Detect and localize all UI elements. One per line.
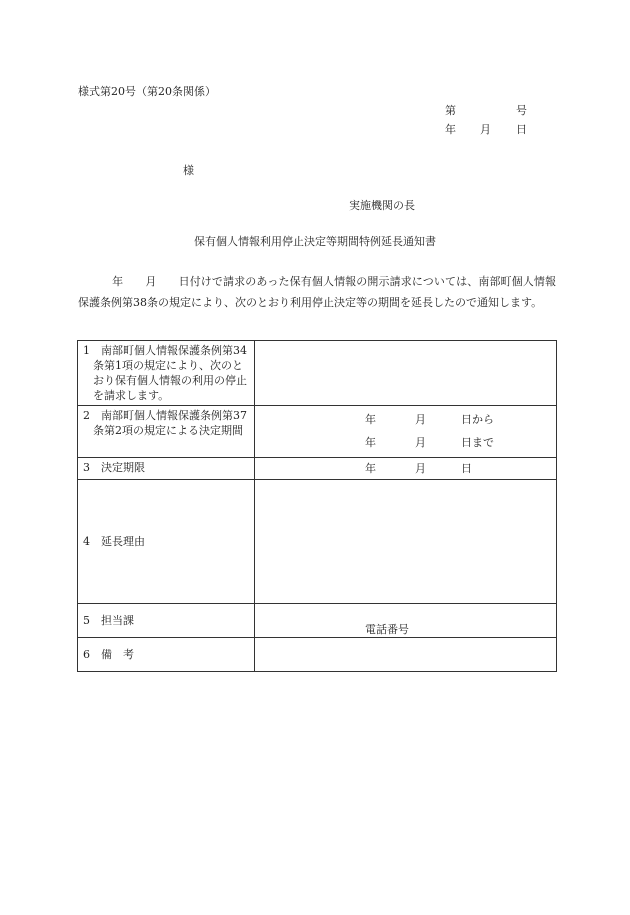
period-from-year: 年 (365, 413, 376, 426)
row6-label: 6 備 考 (83, 648, 134, 661)
row4-label: 4 延長理由 (83, 535, 145, 548)
deadline-month: 月 (415, 462, 426, 475)
table-row-request (78, 341, 557, 406)
period-to-month: 月 (415, 436, 426, 449)
row1-label: 1 南部町個人情報保護条例第34条第1項の規定により、次のとおり保有個人情報の利用の停止を請求します。 (83, 344, 247, 402)
row5-label: 5 担当課 (83, 614, 134, 627)
row6-value (255, 638, 557, 672)
deadline-day: 日 (461, 462, 472, 475)
table-row-department (78, 604, 557, 638)
document-number-suffix: 号 (516, 104, 527, 117)
row1-value (255, 341, 557, 406)
issue-date-year: 年 (445, 123, 456, 136)
row2-value (255, 406, 557, 458)
period-from-day: 日から (461, 413, 494, 426)
table-row-deadline (78, 458, 557, 480)
deadline-year: 年 (365, 462, 376, 475)
period-to-day: 日まで (461, 436, 494, 449)
body-month: 月 (145, 275, 157, 288)
document-number-label: 第 (445, 104, 456, 117)
body-text: 日付けで請求のあった保有個人情報の開示請求については、南部町個人情報保護条例第38条の規定により、次のとおり利用停止決定等の期間を延長したので通知します。 (78, 275, 557, 309)
table-row-reason (78, 480, 557, 604)
row5-value (255, 604, 557, 638)
sender-title: 実施機関の長 (349, 199, 415, 212)
row3-value (255, 458, 557, 480)
form-number: 様式第20号（第20条関係） (78, 85, 216, 98)
issue-date-month: 月 (480, 123, 491, 136)
table-row-period (78, 406, 557, 458)
row4-value (255, 480, 557, 604)
document-title: 保有個人情報利用停止決定等期間特例延長通知書 (194, 235, 436, 248)
issue-date-day: 日 (516, 123, 527, 136)
addressee-honorific: 様 (183, 164, 194, 177)
body-year: 年 (112, 275, 124, 288)
table-row-remarks (78, 638, 557, 672)
notice-table (77, 340, 557, 672)
row2-label: 2 南部町個人情報保護条例第37条第2項の規定による決定期間 (83, 409, 247, 437)
row3-label: 3 決定期限 (83, 461, 145, 474)
notice-body (78, 271, 556, 313)
phone-number-label: 電話番号 (365, 623, 409, 636)
period-to-year: 年 (365, 436, 376, 449)
period-from-month: 月 (415, 413, 426, 426)
